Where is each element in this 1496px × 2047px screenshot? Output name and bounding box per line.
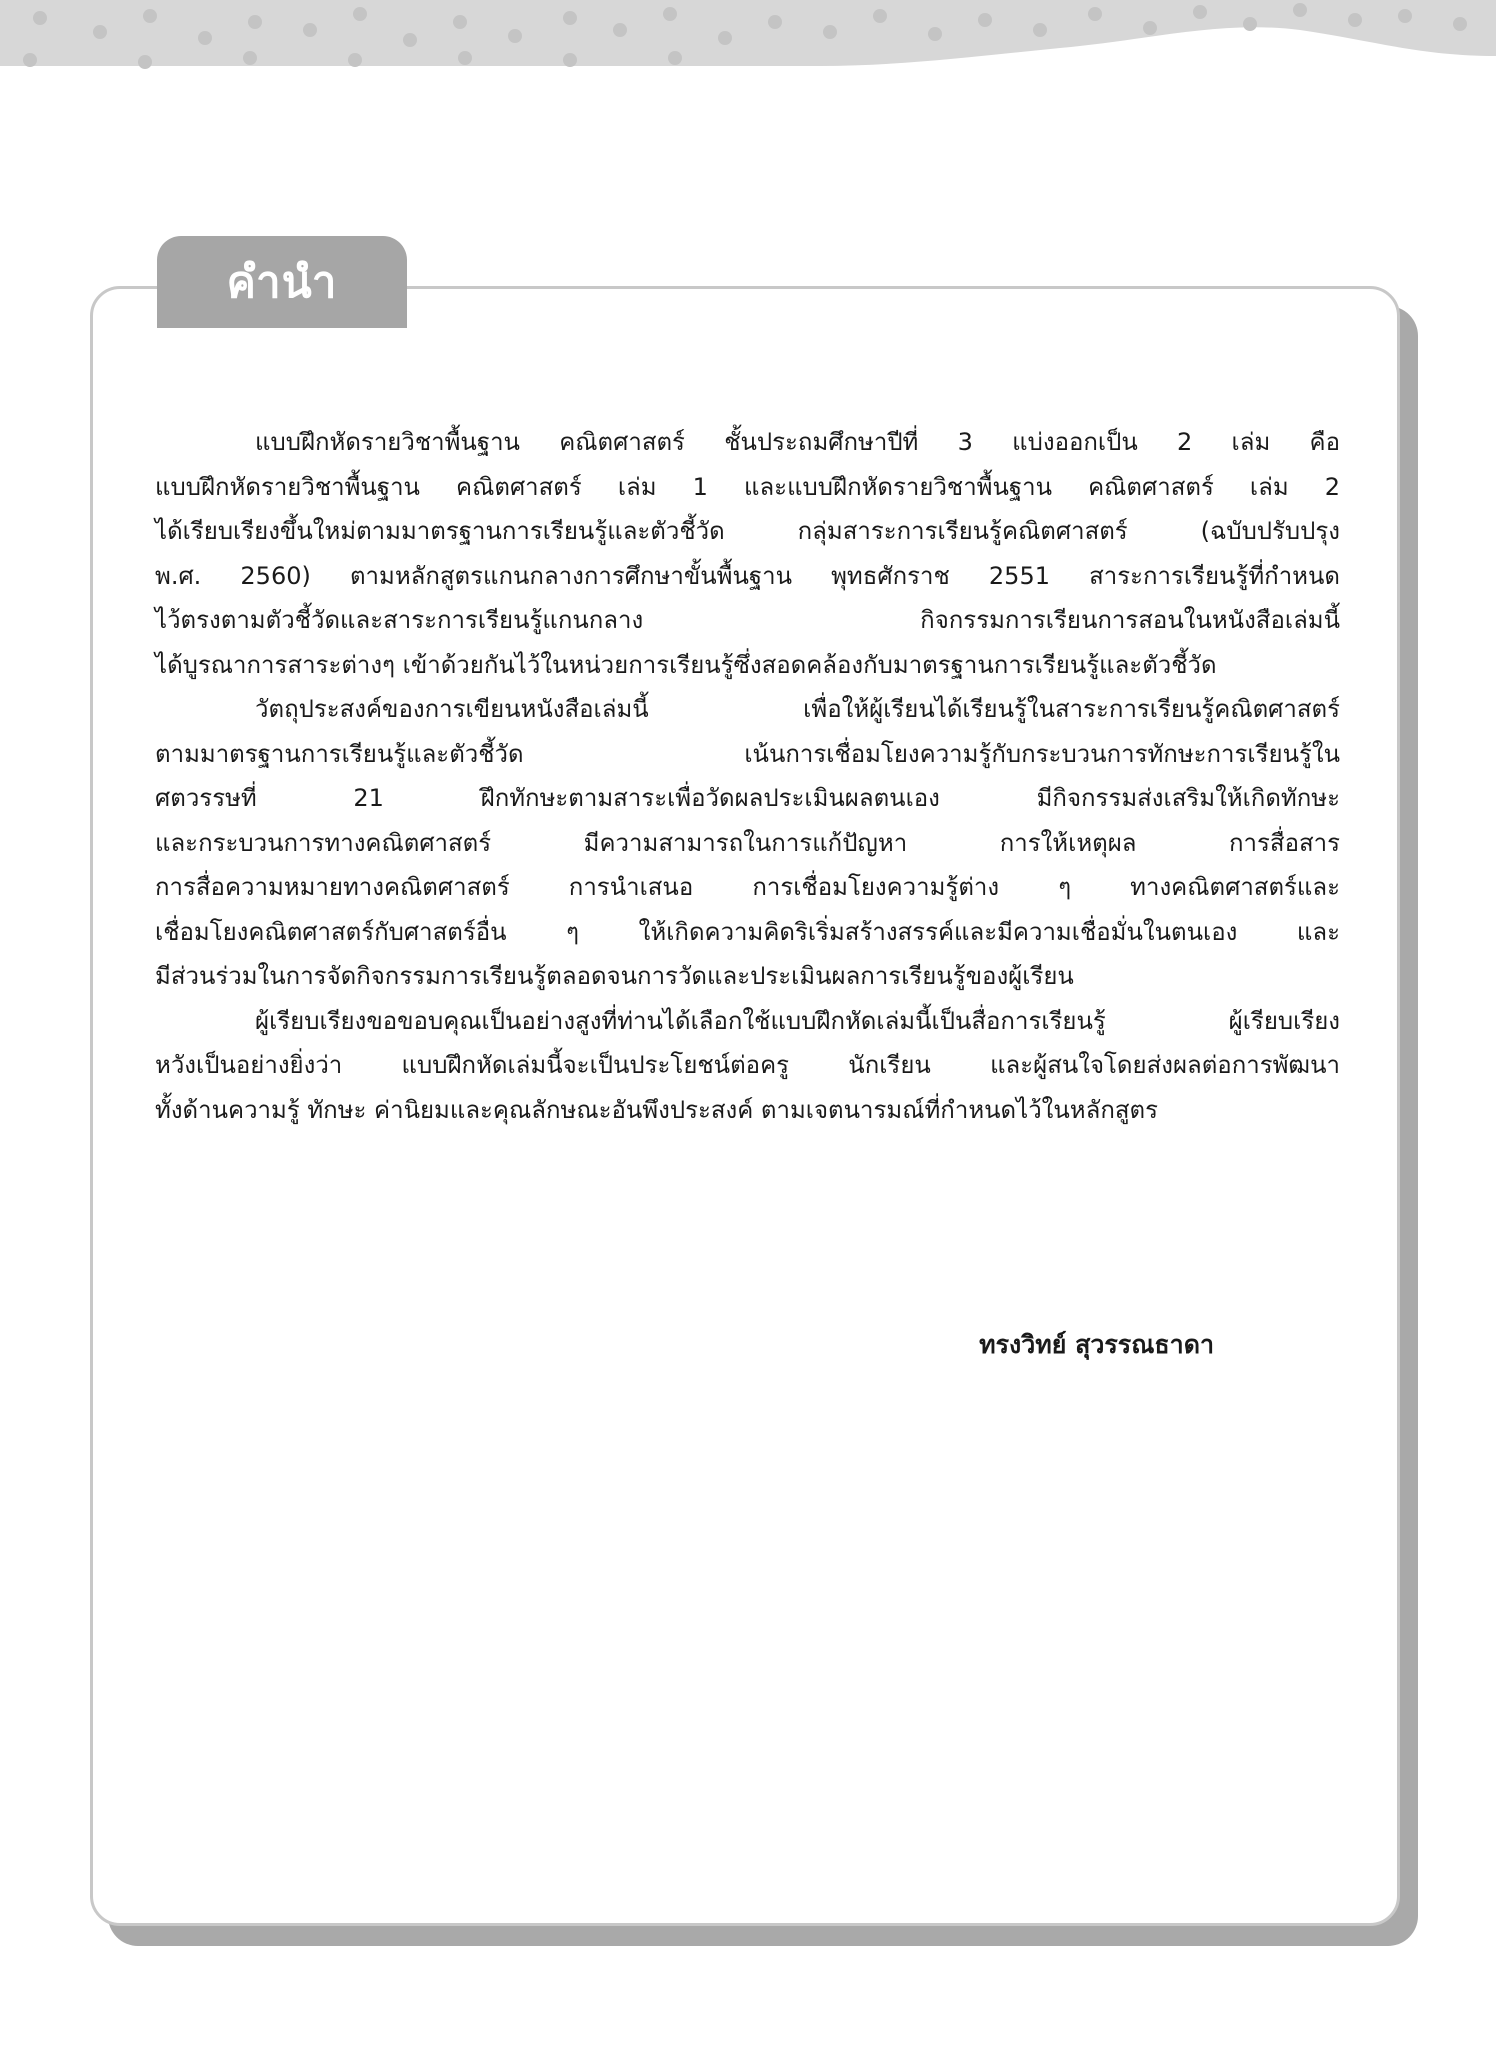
text-line: พ.ศ. 2560) ตามหลักสูตรแกนกลางการศึกษาขั้นพื้นฐาน พุทธศักราช 2551 สาระการเรียนรู้ที่กำหนด [155,561,1340,590]
text-line: ได้บูรณาการสาระต่างๆ เข้าด้วยกันไว้ในหน่วยการเรียนรู้ซึ่งสอดคล้องกับมาตรฐานการเรียนรู้และตัวชี้วัด [155,650,1217,679]
text-line: แบบฝึกหัดรายวิชาพื้นฐาน คณิตศาสตร์ ชั้นประถมศึกษาปีที่ 3 แบ่งออกเป็น 2 เล่ม คือ [255,428,1340,456]
paragraph-2 [155,687,1340,999]
foreword-body [155,420,1340,1132]
text-line: และกระบวนการทางคณิตศาสตร์ มีความสามารถในการแก้ปัญหา การให้เหตุผล การสื่อสาร [155,828,1340,857]
text-line: มีส่วนร่วมในการจัดกิจกรรมการเรียนรู้ตลอดจนการวัดและประเมินผลการเรียนรู้ของผู้เรียน [155,962,1074,990]
text-line: ศตวรรษที่ 21 ฝึกทักษะตามสาระเพื่อวัดผลประเมินผลตนเอง มีกิจกรรมส่งเสริมให้เกิดทักษะ [155,784,1340,812]
text-line: หวังเป็นอย่างยิ่งว่า แบบฝึกหัดเล่มนี้จะเป็นประโยชน์ต่อครู นักเรียน และผู้สนใจโดยส่งผลต่อการพัฒนา [155,1051,1340,1079]
text-line: เชื่อมโยงคณิตศาสตร์กับศาสตร์อื่น ๆ ให้เกิดความคิดริเริ่มสร้างสรรค์และมีความเชื่อมั่นในตนเอง และ [155,917,1340,946]
text-line: วัตถุประสงค์ของการเขียนหนังสือเล่มนี้ เพื่อให้ผู้เรียนได้เรียนรู้ในสาระการเรียนรู้คณิตศาสตร์ [255,695,1340,723]
text-line: ไว้ตรงตามตัวชี้วัดและสาระการเรียนรู้แกนกลาง กิจกรรมการเรียนการสอนในหนังสือเล่มนี้ [155,606,1340,634]
author-signature: ทรงวิทย์ สุวรรณธาดา [979,1330,1214,1359]
text-line: ตามมาตรฐานการเรียนรู้และตัวชี้วัด เน้นการเชื่อมโยงความรู้กับกระบวนการทักษะการเรียนรู้ใน [155,739,1340,768]
text-line: ทั้งด้านความรู้ ทักษะ ค่านิยมและคุณลักษณะอันพึงประสงค์ ตามเจตนารมณ์ที่กำหนดไว้ในหลักสูตร [155,1095,1158,1124]
text-line: ได้เรียบเรียงขึ้นใหม่ตามมาตรฐานการเรียนรู้และตัวชี้วัด กลุ่มสาระการเรียนรู้คณิตศาสตร์ (ฉบับปรับปรุง [155,517,1340,545]
title-tab [157,236,407,328]
text-line: แบบฝึกหัดรายวิชาพื้นฐาน คณิตศาสตร์ เล่ม 1 และแบบฝึกหัดรายวิชาพื้นฐาน คณิตศาสตร์ เล่ม 2 [155,472,1340,501]
text-line: การสื่อความหมายทางคณิตศาสตร์ การนำเสนอ การเชื่อมโยงความรู้ต่าง ๆ ทางคณิตศาสตร์และ [155,873,1340,901]
text-line: ผู้เรียบเรียงขอขอบคุณเป็นอย่างสูงที่ท่านได้เลือกใช้แบบฝึกหัดเล่มนี้เป็นสื่อการเรียนรู้ ผู้เรียบเรียง [255,1006,1340,1035]
paragraph-3 [155,999,1340,1133]
band-shape [0,0,1496,66]
page-title: คำนำ [226,257,338,308]
paragraph-1 [155,420,1340,687]
decorative-dotted-band [0,0,1496,90]
